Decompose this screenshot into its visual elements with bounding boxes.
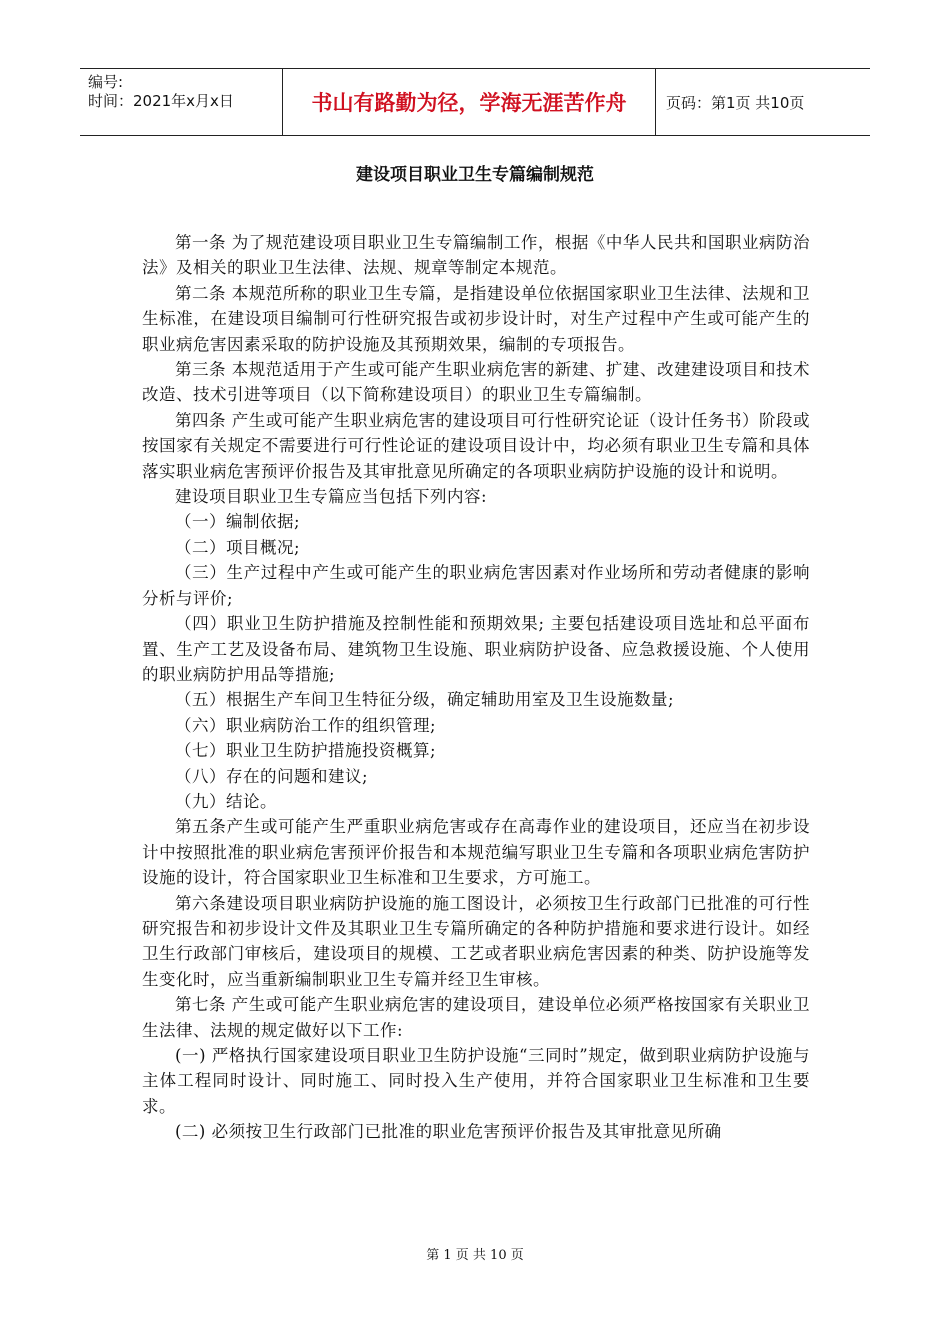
- paragraph: (一) 严格执行国家建设项目职业卫生防护设施“三同时”规定，做到职业病防护设施与主体工程同时设计、同时施工、同时投入生产使用，并符合国家职业卫生标准和卫生要求。: [142, 1046, 810, 1116]
- header-table: [80, 68, 870, 136]
- paragraph: (二) 必须按卫生行政部门已批准的职业危害预评价报告及其审批意见所确: [175, 1122, 722, 1142]
- list-item: （四）职业卫生防护措施及控制性能和预期效果; 主要包括建设项目选址和总平面布置、生产工艺及设备布局、建筑物卫生设施、职业病防护设备、应急救援设施、个人使用的职业病防护用品等措施;: [142, 614, 810, 684]
- paragraph: 第四条 产生或可能产生职业病危害的建设项目可行性研究论证（设计任务书）阶段或按国家有关规定不需要进行可行性论证的建设项目设计中，均必须有职业卫生专篇和具体落实职业病危害预评价报告及其审批意见所确定的各项职业病防护设施的设计和说明。: [142, 410, 810, 481]
- list-item: （三）生产过程中产生或可能产生的职业病危害因素对作业场所和劳动者健康的影响分析与评价;: [142, 563, 810, 608]
- paragraph: 第六条建设项目职业病防护设施的施工图设计，必须按卫生行政部门已批准的可行性研究报告和初步设计文件及其职业卫生专篇所确定的各种防护措施和要求进行设计。如经卫生行政部门审核后，建设项目的规模、工艺或者职业病危害因素的种类、防护设施等发生变化时，应当重新编制职业卫生专篇并经卫生审核。: [142, 893, 810, 989]
- header-motto: 书山有路勤为径，学海无涯苦作舟: [282, 69, 656, 135]
- list-item: （七）职业卫生防护措施投资概算;: [175, 741, 437, 761]
- paragraph: 第三条 本规范适用于产生或可能产生职业病危害的新建、扩建、改建建设项目和技术改造、技术引进等项目（以下简称建设项目）的职业卫生专篇编制。: [142, 360, 810, 405]
- document-title: 建设项目职业卫生专篇编制规范: [356, 165, 594, 185]
- paragraph: 第一条 为了规范建设项目职业卫生专篇编制工作，根据《中华人民共和国职业病防治法》及相关的职业卫生法律、法规、规章等制定本规范。: [142, 233, 810, 278]
- document-date-label: 时间：2021年x月x日: [88, 92, 234, 110]
- list-item: （六）职业病防治工作的组织管理;: [175, 715, 437, 735]
- list-item: （五）根据生产车间卫生特征分级，确定辅助用室及卫生设施数量;: [175, 690, 675, 710]
- list-item: （二）项目概况;: [175, 537, 301, 557]
- header-page-indicator: 页码：第1页 共10页: [666, 93, 805, 112]
- document-number-label: 编号:: [88, 73, 124, 91]
- list-item: （九）结论。: [175, 791, 277, 811]
- list-item: （一）编制依据;: [175, 512, 301, 532]
- paragraph: 建设项目职业卫生专篇应当包括下列内容:: [175, 487, 488, 507]
- paragraph: 第五条产生或可能产生严重职业病危害或存在高毒作业的建设项目，还应当在初步设计中按照批准的职业病危害预评价报告和本规范编写职业卫生专篇和各项职业病危害防护设施的设计，符合国家职业卫生标准和卫生要求，方可施工。: [142, 817, 810, 888]
- page-footer: 第 1 页 共 10 页: [426, 1248, 524, 1263]
- document-body: [142, 230, 810, 1145]
- paragraph: 第七条 产生或可能产生职业病危害的建设项目，建设单位必须严格按国家有关职业卫生法律、法规的规定做好以下工作:: [142, 995, 810, 1040]
- paragraph: 第二条 本规范所称的职业卫生专篇，是指建设单位依据国家职业卫生法律、法规和卫生标准，在建设项目编制可行性研究报告或初步设计时，对生产过程中产生或可能产生的职业病危害因素采取的防护设施及其预期效果，编制的专项报告。: [142, 283, 810, 354]
- header-meta-cell: [80, 69, 282, 135]
- list-item: （八）存在的问题和建议;: [175, 766, 369, 786]
